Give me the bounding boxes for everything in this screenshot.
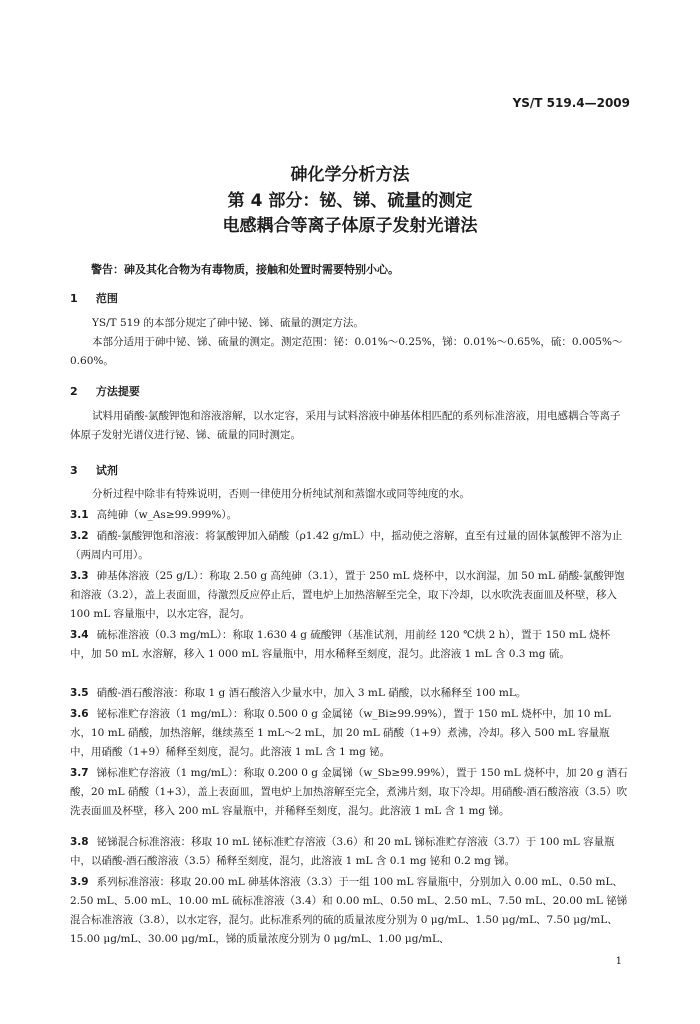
section-number: 2: [70, 385, 78, 398]
reagent-text: 铋标准贮存溶液（1 mg/mL）：称取 0.500 0 g 金属铋（w_Bi≥99.99%），置于 150 mL 烧杯中，加 10 mL 水，10 mL 硝酸，加热溶解，继续蒸至 1 mL～2 mL，加 20 mL 硝酸（1+9）煮沸，冷却。移入 500 mL 容量瓶中，用硝酸（1+9）稀释至刻度，混匀。此溶液 1 mL 含 1 mg 铋。: [70, 708, 611, 758]
section-number: 1: [70, 292, 78, 305]
reagent-text: 硝酸-氯酸钾饱和溶液：将氯酸钾加入硝酸（ρ1.42 g/mL）中，摇动使之溶解，直至有过量的固体氯酸钾不溶为止（两周内可用）。: [70, 530, 623, 561]
reagent-text: 锑标准贮存溶液（1 mg/mL）：称取 0.200 0 g 金属锑（w_Sb≥99.99%），置于 150 mL 烧杯中，加 20 g 酒石酸，20 mL 硝酸（1+3），盖上表面皿，置电炉上加热溶解至完全，煮沸片刻，取下冷却。用硝酸-酒石酸溶液（3.5）吹洗表面皿及杯壁，移入 200 mL 容量瓶中，并稀释至刻度，混匀。此溶液 1 mL 含 1 mg 锑。: [70, 767, 628, 817]
section-2-heading: [70, 383, 140, 399]
reagent-text: 高纯砷（w_As≥99.999%）。: [96, 509, 238, 521]
reagent-item: [70, 705, 630, 762]
reagent-item: [70, 764, 630, 821]
reagent-number: 3.4: [70, 629, 89, 641]
reagent-number: 3.7: [70, 767, 89, 779]
section-1-heading: [70, 290, 118, 306]
section-number: 3: [70, 464, 78, 477]
reagent-number: 3.6: [70, 708, 89, 720]
section-1-paragraph-1: YS/T 519 的本部分规定了砷中铋、锑、硫量的测定方法。: [92, 317, 364, 329]
reagent-number: 3.1: [70, 509, 89, 521]
reagent-text: 硫标准溶液（0.3 mg/mL）：称取 1.630 4 g 硫酸钾（基准试剂，用前经 120 ℃烘 2 h），置于 150 mL 烧杯中，加 50 mL 水溶解，移入 1 000 mL 容量瓶中，用水稀释至刻度，混匀。此溶液 1 mL 含 0.3 mg 硫。: [70, 629, 611, 660]
reagent-number: 3.9: [70, 876, 89, 888]
reagent-text: 砷基体溶液（25 g/L）：称取 2.50 g 高纯砷（3.1），置于 250 mL 烧杯中，以水润湿，加 50 mL 硝酸-氯酸钾饱和溶液（3.2），盖上表面皿，待激烈反应停止后，置电炉上加热溶解至完全，取下冷却，以水吹洗表面皿及杯壁，移入 100 mL 容量瓶中，以水定容，混匀。: [70, 570, 625, 620]
reagent-text: 系列标准溶液：移取 20.00 mL 砷基体溶液（3.3）于一组 100 mL 容量瓶中，分别加入 0.00 mL、0.50 mL、2.50 mL、5.00 mL、10.00 mL 硫标准溶液（3.4）和 0.00 mL、0.50 mL、2.50 mL、7.50 mL、20.00 mL 铋锑混合标准溶液（3.8），以水定容，混匀。此标准系列的硫的质量浓度分别为 0 μg/mL、1.50 μg/mL、7.50 μg/mL、15.00 μg/mL、30.00 μg/mL，锑的质量浓度分别为 0 μg/mL、1.00 μg/mL、: [70, 876, 628, 945]
page-number: 1: [615, 956, 622, 967]
title-line-1: 砷化学分析方法: [290, 165, 410, 185]
title-line-3: 电感耦合等离子体原子发射光谱法: [222, 216, 478, 236]
reagent-item: [70, 567, 630, 624]
section-3-intro: 分析过程中除非有特殊说明，否则一律使用分析纯试剂和蒸馏水或同等纯度的水。: [92, 488, 470, 500]
warning-text: 警告：砷及其化合物为有毒物质，接触和处置时需要特别小心。: [91, 263, 399, 276]
title-line-2: 第 4 部分：铋、锑、硫量的测定: [227, 191, 473, 211]
reagent-text: 铋锑混合标准溶液：移取 10 mL 铋标准贮存溶液（3.6）和 20 mL 锑标准贮存溶液（3.7）于 100 mL 容量瓶中，以硝酸-酒石酸溶液（3.5）稀释至刻度，混匀，此溶液 1 mL 含 0.1 mg 铋和 0.2 mg 锑。: [70, 836, 615, 867]
reagent-item: [70, 527, 630, 565]
section-title: 范围: [95, 292, 118, 305]
reagent-item: [70, 833, 630, 871]
reagent-number: 3.8: [70, 836, 89, 848]
reagent-item: [70, 506, 630, 525]
reagent-number: 3.2: [70, 530, 89, 542]
reagent-item: [70, 626, 630, 664]
section-title: 方法提要: [95, 385, 140, 398]
section-title: 试剂: [95, 464, 118, 477]
reagent-text: 硝酸-酒石酸溶液：称取 1 g 酒石酸溶入少量水中，加入 3 mL 硝酸，以水稀释至 100 mL。: [96, 687, 527, 699]
reagent-number: 3.5: [70, 687, 89, 699]
reagent-item: [70, 684, 630, 703]
reagent-number: 3.3: [70, 570, 89, 582]
standard-code: YS/T 519.4—2009: [512, 96, 630, 110]
section-1-paragraph-2: 本部分适用于砷中铋、锑、硫量的测定。测定范围：铋：0.01%～0.25%，锑：0.01%～0.65%，硫：0.005%～0.60%。: [70, 336, 623, 367]
reagent-item: [70, 873, 630, 949]
section-2-paragraph-1: 试料用硝酸-氯酸钾饱和溶液溶解，以水定容，采用与试料溶液中砷基体相匹配的系列标准溶液，用电感耦合等离子体原子发射光谱仪进行铋、锑、硫量的同时测定。: [70, 410, 621, 441]
section-3-heading: [70, 462, 118, 478]
